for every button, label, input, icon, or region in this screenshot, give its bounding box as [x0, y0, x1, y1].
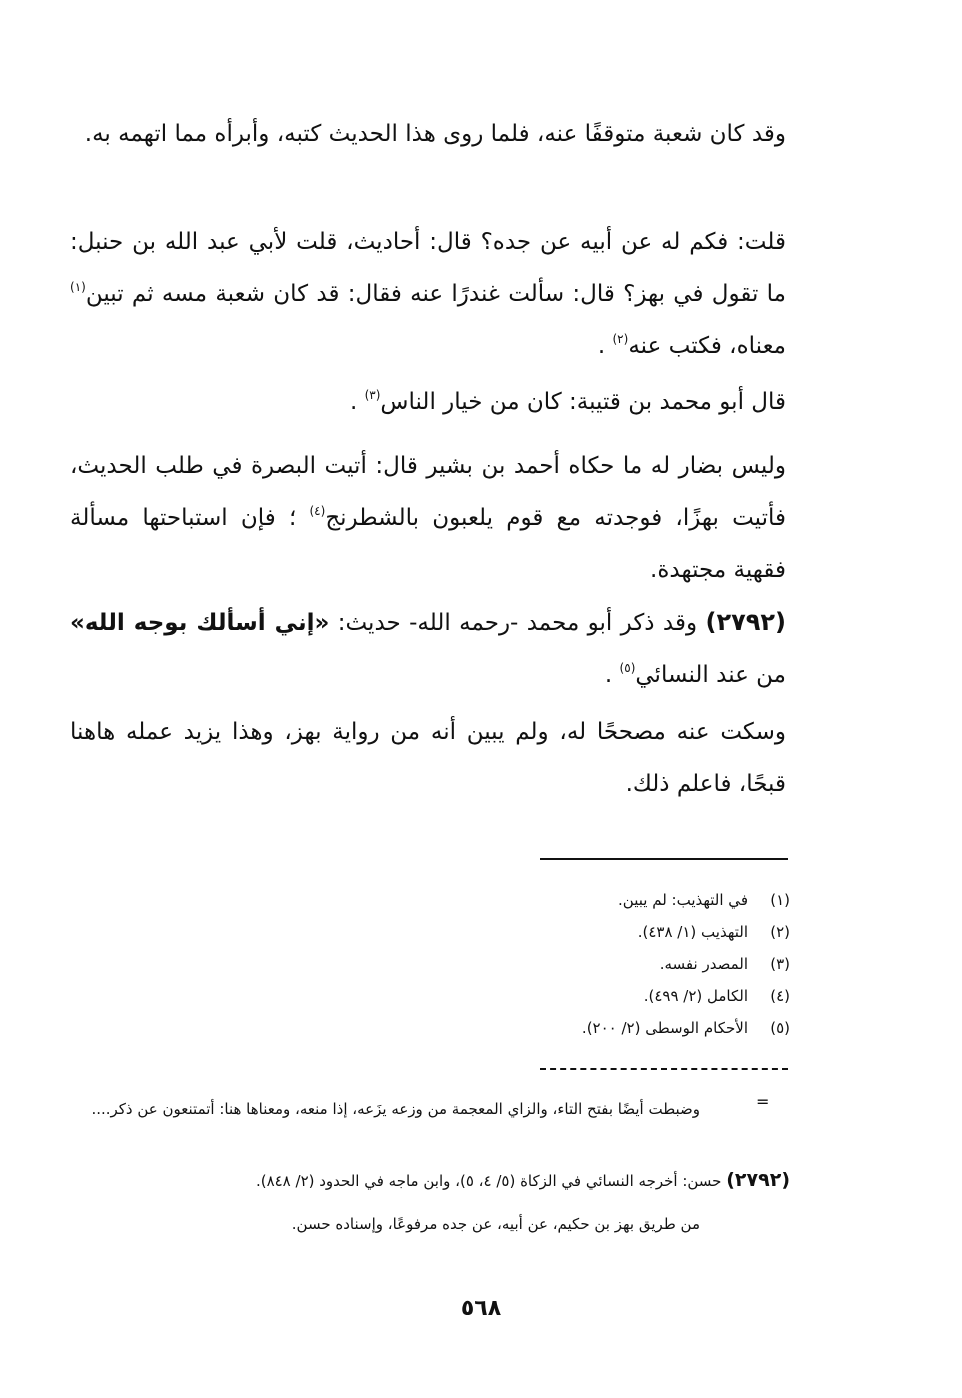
hadith-number: (٢٧٩٢)	[705, 608, 787, 636]
hadith-note-number: (٢٧٩٢)	[726, 1169, 790, 1191]
page-number: ٥٦٨	[460, 1296, 502, 1321]
paragraph-2: قلت: فكم له عن أبيه عن جده؟ قال: أحاديث، قلت لأبي عبد الله بن حنبل: ما تقول في بهز؟ قال: سألت غندرًا عنه فقال: قد كان شعبة مسه ثم تبين$^{(١)}$ معناه، فكتب عنه$^{(٢)}$ .	[70, 229, 786, 359]
continuation-marker: =	[756, 1092, 770, 1111]
footnotes	[540, 884, 790, 1044]
footnote-ref-1[interactable]: (١)	[70, 280, 86, 294]
footnote-ref-4[interactable]: (٤)	[309, 504, 326, 518]
hadith-quote: «إني أسألك بوجه الله»	[70, 610, 330, 636]
footnote-3: (٣) المصدر نفسه.	[659, 955, 790, 973]
footnote-2: (٢) التهذيب (١/ ٤٣٨).	[637, 923, 790, 941]
footnote-5: (٥) الأحكام الوسطى (٢/ ٢٠٠).	[581, 1019, 790, 1037]
footnote-4: (٤) الكامل (٢/ ٤٩٩).	[643, 987, 790, 1005]
footnote-ref-2[interactable]: (٢)	[612, 332, 629, 346]
dashed-separator	[540, 1068, 788, 1070]
footnote-1: (١) في التهذيب: لم يبين.	[618, 891, 790, 909]
footnote-ref-5[interactable]: (٥)	[619, 661, 636, 675]
paragraph-4: وليس بضار له ما حكاه أحمد بن بشير قال: أتيت البصرة في طلب الحديث، فأتيت بهزًا، فوجدته مع قوم يلعبون بالشطرنج$^{(٤)}$ ؛ فإن استباحتها مسألة فقهية مجتهدة.	[70, 453, 787, 583]
paragraph-6: وسكت عنه مصححًا له، ولم يبين أنه من رواية بهز، وهذا يزيد عمله هاهنا قبحًا، فاعلم ذلك.	[70, 719, 786, 797]
paragraph-1: وقد كان شعبة متوقفًا عنه، فلما روى هذا الحديث كتبه، وأبرأه مما اتهمه به.	[84, 121, 786, 147]
hadith-note-line-1: (٢٧٩٢) حسن: أخرجه النسائي في الزكاة (٥/ ٤، ٥)، وابن ماجه في الحدود (٢/ ٨٤٨).	[255, 1169, 790, 1191]
hadith-note-line-2: من طريق بهز بن حكيم، عن أبيه، عن جده مرفوعًا، وإسناده حسن.	[291, 1215, 700, 1233]
footnote-separator	[540, 858, 788, 860]
continued-note: وضبطت أيضًا بفتح التاء، والزاي المعجمة من وزعه يزَعه، إذا منعه، ومعناها هنا: أتمتنعون عن ذكر....	[91, 1100, 700, 1118]
paragraph-3: قال أبو محمد بن قتيبة: كان من خيار الناس$^{(٣)}$ .	[349, 388, 786, 415]
paragraph-5: (٢٧٩٢) وقد ذكر أبو محمد -رحمه الله- حديث: «إني أسألك بوجه الله» من عند النسائي$^{(٥)}$ .	[70, 608, 787, 688]
footnote-ref-3[interactable]: (٣)	[364, 388, 381, 402]
